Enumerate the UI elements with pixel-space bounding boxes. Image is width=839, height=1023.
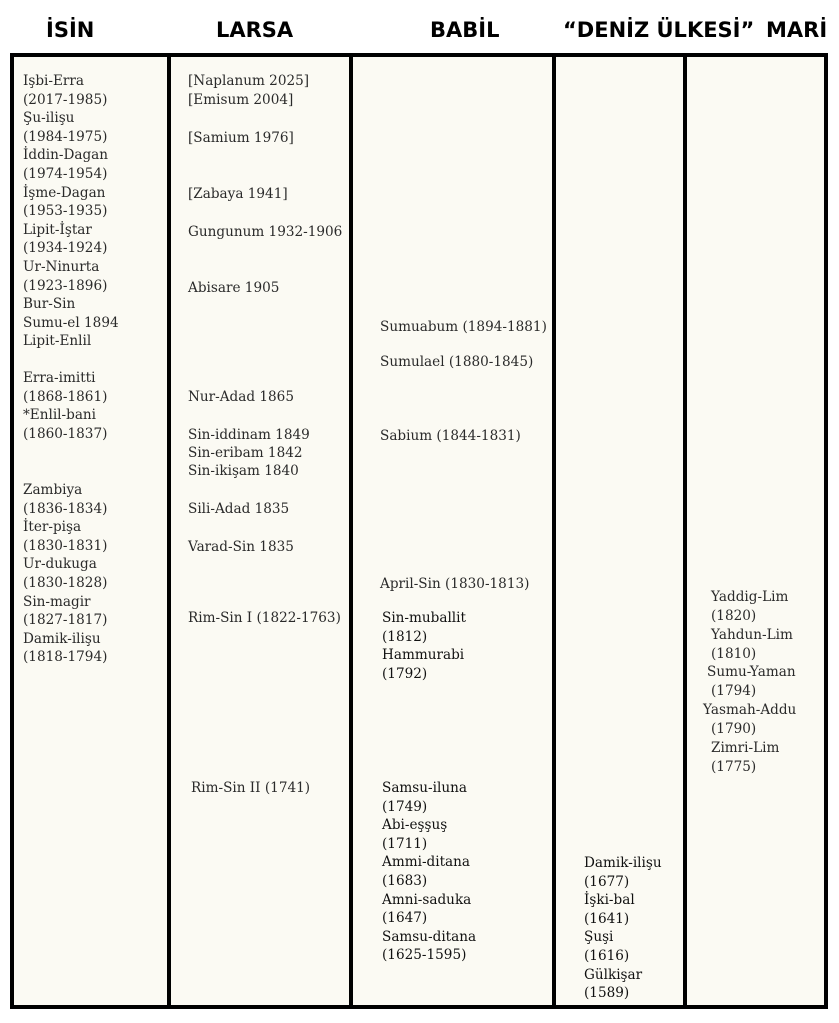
list-item: Yahdun-Lim <box>711 627 793 643</box>
list-item: Işbi-Erra <box>23 73 85 89</box>
babil-group-2 <box>382 779 476 965</box>
list-item: (1794) <box>711 683 757 699</box>
list-item: Yaddig-Lim <box>711 589 789 605</box>
list-item: (1616) <box>584 947 630 964</box>
list-item: Zambiya <box>23 482 83 498</box>
list-item: April-Sin (1830-1813) <box>380 576 530 592</box>
list-item: Bur-Sin <box>23 296 76 313</box>
list-item: [Samium 1976] <box>188 130 294 146</box>
header-deniz-ulkesi: “DENİZ ÜLKESİ” <box>563 18 755 42</box>
list-item: Gülkişar <box>584 966 643 983</box>
list-item: Erra-imitti <box>23 370 96 386</box>
list-item: Amni-saduka <box>382 891 472 908</box>
column-divider <box>167 53 171 1009</box>
list-item: Gungunum 1932-1906 <box>188 224 343 240</box>
list-item: Sumuabum (1894-1881) <box>380 319 547 335</box>
list-item: [Emisum 2004] <box>188 92 294 108</box>
list-item: İter-pişa <box>23 519 82 536</box>
list-item: (1641) <box>584 910 630 927</box>
list-item: (1868-1861) <box>23 388 108 405</box>
list-item: Samsu-ditana <box>382 928 477 945</box>
column-divider <box>552 53 556 1009</box>
list-item: İşki-bal <box>584 892 635 909</box>
list-item: Damik-ilişu <box>23 630 101 647</box>
list-item: (1589) <box>584 985 630 1002</box>
deniz-column <box>584 854 662 1003</box>
list-item: (1827-1817) <box>23 612 108 629</box>
list-item: (1790) <box>711 721 757 737</box>
list-item: Sin-eribam 1842 <box>188 445 303 461</box>
list-item: Rim-Sin I (1822-1763) <box>188 610 341 626</box>
list-item: (1923-1896) <box>23 277 108 294</box>
list-item: (1860-1837) <box>23 425 108 442</box>
header-larsa: LARSA <box>216 18 294 42</box>
list-item: (1830-1831) <box>23 537 108 554</box>
list-item: *Enlil-bani <box>23 407 97 424</box>
list-item: (1836-1834) <box>23 500 108 517</box>
list-item: Sin-ikişam 1840 <box>188 463 299 479</box>
list-item: (1677) <box>584 873 630 890</box>
list-item: (1820) <box>711 608 757 624</box>
list-item: Sumu-Yaman <box>707 664 796 680</box>
list-item: Sin-muballit <box>382 610 466 626</box>
isin-column-2 <box>23 369 107 443</box>
list-item: (1812) <box>382 628 428 645</box>
list-item: Yasmah-Addu <box>703 702 797 718</box>
list-item: Sin-iddinam 1849 <box>188 427 310 443</box>
list-item: Nur-Adad 1865 <box>188 389 294 405</box>
list-item: (1625-1595) <box>382 947 467 964</box>
list-item: Şuşi <box>584 929 614 946</box>
list-item: Lipit-İştar <box>23 221 92 238</box>
list-item: (1792) <box>382 665 428 682</box>
list-item: Sabium (1844-1831) <box>380 428 521 444</box>
list-item: (1974-1954) <box>23 165 108 182</box>
list-item: Ur-dukuga <box>23 556 97 573</box>
isin-column <box>23 72 119 351</box>
list-item: (1934-1924) <box>23 240 108 257</box>
list-item: [Naplanum 2025] <box>188 73 310 89</box>
list-item: Varad-Sin 1835 <box>188 539 294 555</box>
list-item: (1953-1935) <box>23 203 108 220</box>
list-item: [Zabaya 1941] <box>188 186 288 202</box>
list-item: Sumulael (1880-1845) <box>380 354 534 370</box>
isin-column-3 <box>23 481 107 667</box>
list-item: (1749) <box>382 798 428 815</box>
column-divider <box>683 53 687 1009</box>
list-item: Samsu-iluna <box>382 780 467 796</box>
list-item: (1711) <box>382 835 428 852</box>
list-item: (1818-1794) <box>23 649 108 666</box>
list-item: Zimri-Lim <box>711 740 780 756</box>
list-item: Sumu-el 1894 <box>23 314 119 331</box>
list-item: (1830-1828) <box>23 574 108 591</box>
list-item: İddin-Dagan <box>23 147 109 164</box>
babil-group-1 <box>382 609 466 683</box>
column-divider <box>349 53 353 1009</box>
list-item: Ammi-ditana <box>382 854 471 871</box>
list-item: Hammurabi <box>382 647 465 664</box>
list-item: Abi-eşşuş <box>382 817 448 834</box>
list-item: Sin-magir <box>23 593 91 610</box>
header-mari: MARİ <box>766 18 828 42</box>
list-item: (1683) <box>382 872 428 889</box>
list-item: (1984-1975) <box>23 128 108 145</box>
list-item: Şu-ilişu <box>23 110 75 127</box>
header-isin: İSİN <box>46 18 95 42</box>
header-babil: BABİL <box>430 18 500 42</box>
list-item: (1775) <box>711 759 757 775</box>
list-item: (1810) <box>711 646 757 662</box>
list-item: Sili-Adad 1835 <box>188 501 290 517</box>
list-item: Ur-Ninurta <box>23 258 100 275</box>
list-item: İşme-Dagan <box>23 184 106 201</box>
list-item: Lipit-Enlil <box>23 333 92 350</box>
list-item: Damik-ilişu <box>584 855 662 871</box>
list-item: (1647) <box>382 910 428 927</box>
list-item: (2017-1985) <box>23 91 108 108</box>
list-item: Abisare 1905 <box>188 280 280 296</box>
list-item: Rim-Sin II (1741) <box>191 780 311 796</box>
